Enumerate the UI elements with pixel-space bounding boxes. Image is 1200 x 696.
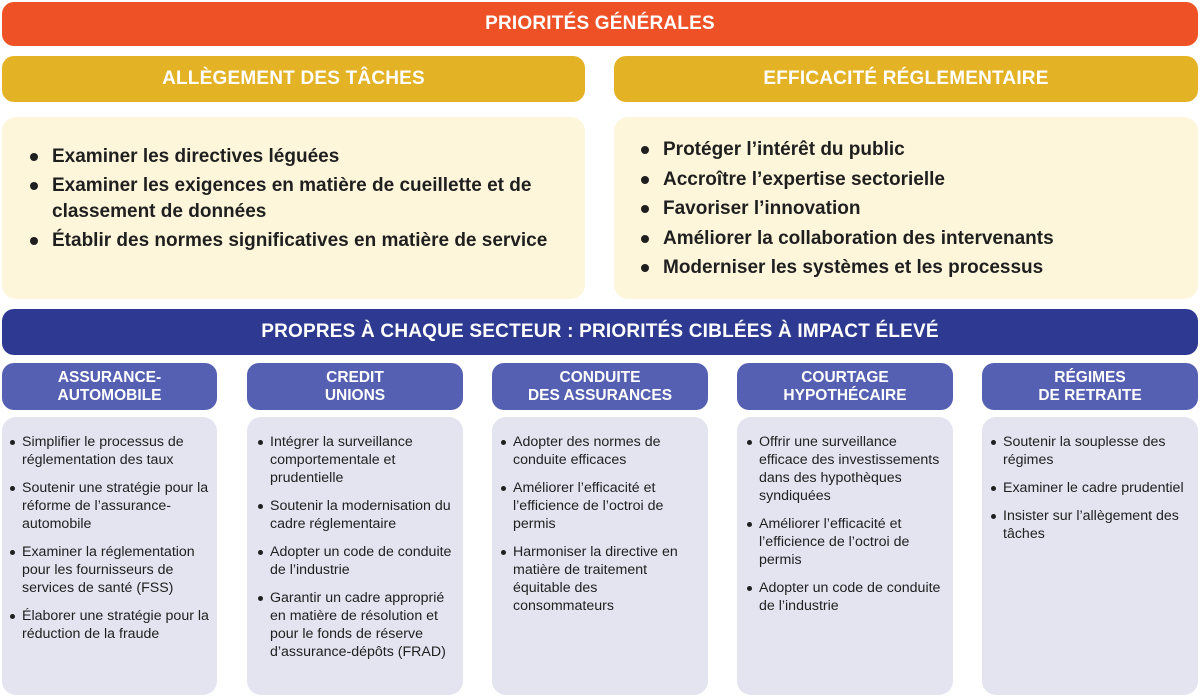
list-item: Harmoniser la directive en matière de traitement équitable des consommateurs [499, 543, 700, 615]
list-item: Examiner les directives léguées [28, 144, 578, 170]
list-item: Protéger l’intérêt du public [639, 137, 1189, 163]
bullet-icon [10, 614, 15, 619]
bullet-icon [747, 586, 752, 591]
mortgage-brokering-list [745, 433, 945, 625]
list-item: Intégrer la surveillance comportementale et prudentielle [256, 433, 455, 487]
bullet-icon [258, 504, 263, 509]
general-priorities-title: PRIORITÉS GÉNÉRALES [485, 13, 715, 34]
bullet-icon [747, 440, 752, 445]
burden-reduction-panel [2, 117, 585, 299]
column-header-insurance-conduct: CONDUITE DES ASSURANCES [492, 363, 708, 410]
burden-reduction-title: ALLÈGEMENT DES TÂCHES [162, 68, 425, 89]
list-item: Adopter un code de conduite de l’industrie [256, 543, 455, 579]
credit-unions-list [256, 433, 455, 671]
bullet-icon [501, 440, 506, 445]
burden-reduction-list [28, 144, 578, 257]
regulatory-efficacy-banner [614, 56, 1198, 102]
bullet-icon [991, 486, 996, 491]
general-priorities-banner [2, 2, 1198, 46]
list-item: Soutenir la modernisation du cadre réglementaire [256, 497, 455, 533]
burden-reduction-banner [2, 56, 585, 102]
list-item: Favoriser l’innovation [639, 196, 1189, 222]
list-item: Accroître l’expertise sectorielle [639, 167, 1189, 193]
column-header-auto-insurance: ASSURANCE- AUTOMOBILE [2, 363, 217, 410]
column-panel-auto-insurance [2, 417, 217, 695]
pension-plans-list [989, 433, 1190, 553]
regulatory-efficacy-title: EFFICACITÉ RÉGLEMENTAIRE [763, 68, 1049, 89]
bullet-icon [258, 440, 263, 445]
bullet-icon [10, 486, 15, 491]
column-header-mortgage-brokering: COURTAGE HYPOTHÉCAIRE [737, 363, 953, 410]
bullet-icon [641, 264, 649, 272]
sector-priorities-banner [2, 309, 1198, 355]
sector-priorities-title: PROPRES À CHAQUE SECTEUR : PRIORITÉS CIBLÉES À IMPACT ÉLEVÉ [261, 321, 939, 342]
bullet-icon [501, 550, 506, 555]
bullet-icon [258, 550, 263, 555]
list-item: Soutenir une stratégie pour la réforme de l’assurance-automobile [8, 479, 209, 533]
column-panel-credit-unions [247, 417, 463, 695]
column-panel-mortgage-brokering [737, 417, 953, 695]
bullet-icon [30, 237, 38, 245]
list-item: Garantir un cadre approprié en matière de résolution et pour le fonds de réserve d’assurance-dépôts (FRAD) [256, 589, 455, 661]
bullet-icon [747, 522, 752, 527]
list-item: Adopter un code de conduite de l’industrie [745, 579, 945, 615]
auto-insurance-list [8, 433, 209, 653]
list-item: Améliorer l’efficacité et l’efficience de l’octroi de permis [499, 479, 700, 533]
bullet-icon [258, 596, 263, 601]
list-item: Soutenir la souplesse des régimes [989, 433, 1190, 469]
bullet-icon [641, 235, 649, 243]
list-item: Moderniser les systèmes et les processus [639, 255, 1189, 281]
list-item: Améliorer la collaboration des intervenants [639, 226, 1189, 252]
column-panel-pension-plans [982, 417, 1198, 695]
bullet-icon [501, 486, 506, 491]
regulatory-efficacy-panel [614, 117, 1198, 299]
bullet-icon [30, 182, 38, 190]
list-item: Examiner la réglementation pour les fournisseurs de services de santé (FSS) [8, 543, 209, 597]
bullet-icon [641, 146, 649, 154]
regulatory-efficacy-list [639, 137, 1189, 285]
bullet-icon [30, 153, 38, 161]
list-item: Offrir une surveillance efficace des investissements dans des hypothèques syndiquées [745, 433, 945, 505]
column-header-pension-plans: RÉGIMES DE RETRAITE [982, 363, 1198, 410]
list-item: Établir des normes significatives en matière de service [28, 228, 578, 254]
bullet-icon [991, 514, 996, 519]
bullet-icon [10, 440, 15, 445]
list-item: Élaborer une stratégie pour la réduction de la fraude [8, 607, 209, 643]
bullet-icon [10, 550, 15, 555]
list-item: Simplifier le processus de réglementation des taux [8, 433, 209, 469]
bullet-icon [641, 205, 649, 213]
list-item: Améliorer l’efficacité et l’efficience de l’octroi de permis [745, 515, 945, 569]
list-item: Examiner les exigences en matière de cueillette et de classement de données [28, 173, 578, 225]
column-header-credit-unions: CREDIT UNIONS [247, 363, 463, 410]
list-item: Insister sur l’allègement des tâches [989, 507, 1190, 543]
bullet-icon [641, 176, 649, 184]
column-panel-insurance-conduct [492, 417, 708, 695]
list-item: Adopter des normes de conduite efficaces [499, 433, 700, 469]
bullet-icon [991, 440, 996, 445]
insurance-conduct-list [499, 433, 700, 625]
list-item: Examiner le cadre prudentiel [989, 479, 1190, 497]
